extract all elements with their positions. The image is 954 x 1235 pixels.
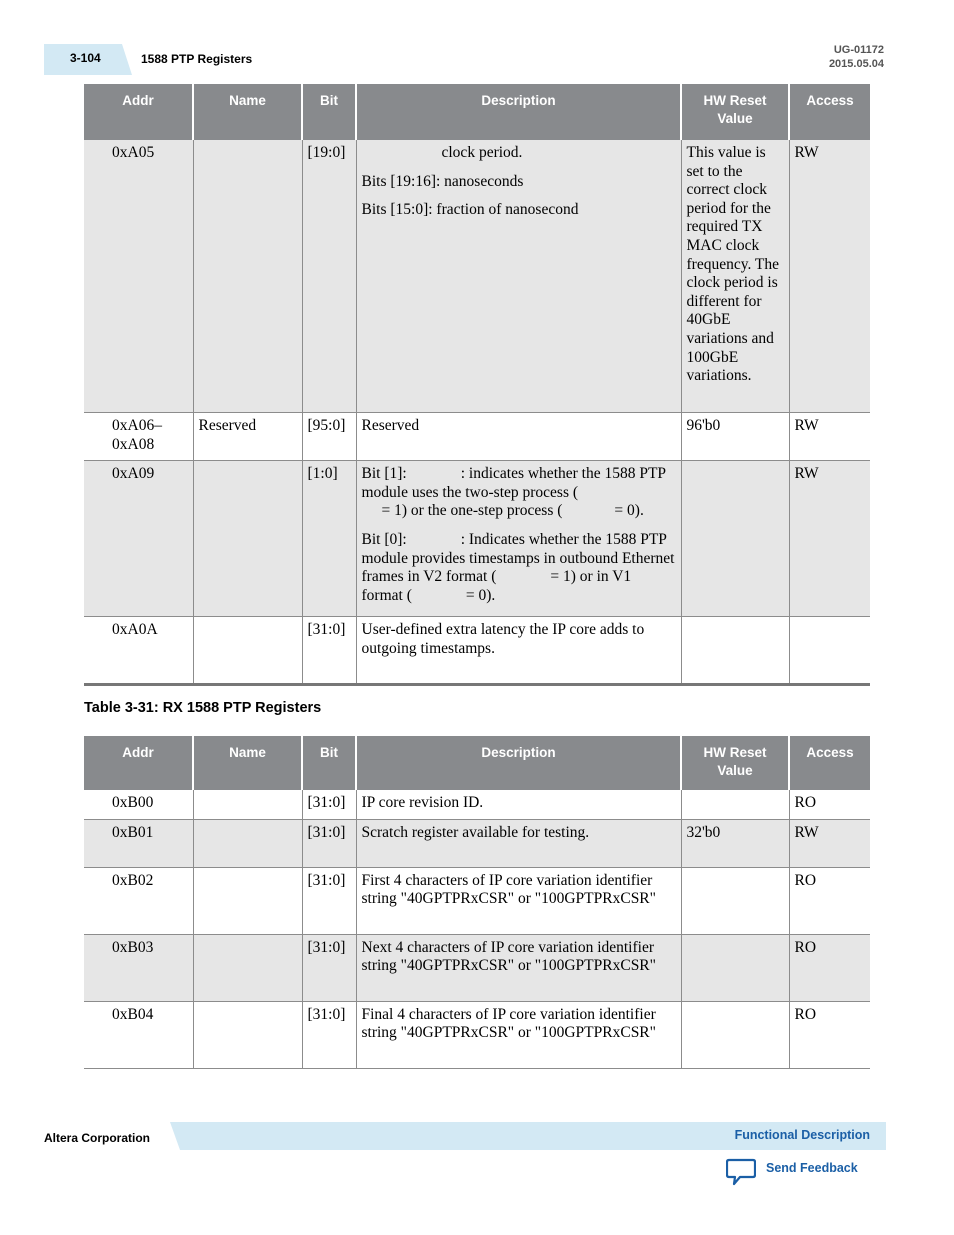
cell-addr: 0xA09 xyxy=(84,461,193,617)
cell-access: RO xyxy=(789,790,870,819)
cell-hw-reset xyxy=(681,790,789,819)
table-row xyxy=(84,819,870,867)
cell-name: Reserved xyxy=(193,413,302,461)
column-header-description: Description xyxy=(356,736,681,790)
cell-hw-reset xyxy=(681,617,789,685)
description-text: : Indicates whether the 1588 PTP module provides timestamps in outbound Ethernet frames in V2 format ( xyxy=(361,530,675,586)
description-text: Bit [0]: xyxy=(361,530,407,548)
cell-name xyxy=(193,461,302,617)
cell-name xyxy=(193,867,302,934)
description-text: Bit [1]: xyxy=(361,465,407,483)
column-header-addr: Addr xyxy=(84,84,193,140)
description-text: : indicates whether the 1588 PTP module uses the two-step process ( xyxy=(361,465,666,501)
cell-addr: 0xB01 xyxy=(84,819,193,867)
table-header-row xyxy=(84,84,870,140)
cell-access: RW xyxy=(789,140,870,413)
description-text: = 0). xyxy=(465,586,496,604)
cell-addr: 0xA05 xyxy=(84,140,193,413)
document-id xyxy=(829,43,884,71)
cell-bit: [19:0] xyxy=(302,140,356,413)
table-row xyxy=(84,617,870,685)
column-header-name: Name xyxy=(193,736,302,790)
cell-access: RW xyxy=(789,461,870,617)
cell-addr: 0xB04 xyxy=(84,1001,193,1068)
cell-bit: [31:0] xyxy=(302,1001,356,1068)
footer-company: Altera Corporation xyxy=(44,1131,151,1145)
column-header-description: Description xyxy=(356,84,681,140)
description-line: Bits [15:0]: fraction of nanosecond xyxy=(361,201,579,219)
footer-section-link[interactable]: Functional Description xyxy=(734,1128,870,1142)
speech-bubble-icon xyxy=(726,1158,756,1191)
cell-addr: 0xB02 xyxy=(84,867,193,934)
column-header-addr: Addr xyxy=(84,736,193,790)
cell-access: RW xyxy=(789,819,870,867)
send-feedback-label: Send Feedback xyxy=(766,1161,858,1175)
cell-addr: 0xA06–0xA08 xyxy=(84,413,193,461)
column-header-access: Access xyxy=(789,84,870,140)
cell-hw-reset xyxy=(681,461,789,617)
cell-access xyxy=(789,617,870,685)
cell-name xyxy=(193,617,302,685)
cell-bit: [95:0] xyxy=(302,413,356,461)
description-line: clock period. xyxy=(441,144,523,161)
table-row xyxy=(84,1001,870,1068)
table-row xyxy=(84,790,870,819)
cell-addr: 0xB03 xyxy=(84,934,193,1001)
cell-description: User-defined extra latency the IP core adds to outgoing timestamps. xyxy=(356,617,681,685)
table-row xyxy=(84,140,870,413)
tx-ptp-register-table xyxy=(84,84,870,686)
cell-addr: 0xA0A xyxy=(84,617,193,685)
cell-name xyxy=(193,140,302,413)
table-header-row xyxy=(84,736,870,790)
table-row xyxy=(84,461,870,617)
cell-description: Final 4 characters of IP core variation identifier string "40GPTPRxCSR" or "100GPTPRxCSR" xyxy=(356,1001,681,1068)
cell-hw-reset: 96'b0 xyxy=(681,413,789,461)
rx-ptp-register-table xyxy=(84,736,870,1069)
cell-addr: 0xB00 xyxy=(84,790,193,819)
cell-description: Reserved xyxy=(356,413,681,461)
description-text: = 1) or the one-step process ( xyxy=(381,502,563,520)
running-title: 1588 PTP Registers xyxy=(141,52,253,66)
cell-description: IP core revision ID. xyxy=(356,790,681,819)
cell-hw-reset xyxy=(681,934,789,1001)
document-number: UG-01172 xyxy=(833,44,884,56)
column-header-name: Name xyxy=(193,84,302,140)
cell-description: Scratch register available for testing. xyxy=(356,819,681,867)
cell-bit: [31:0] xyxy=(302,617,356,685)
description-paragraph xyxy=(362,465,676,521)
cell-name xyxy=(193,790,302,819)
cell-access: RO xyxy=(789,1001,870,1068)
cell-name xyxy=(193,819,302,867)
cell-bit: [31:0] xyxy=(302,867,356,934)
cell-description: First 4 characters of IP core variation identifier string "40GPTPRxCSR" or "100GPTPRxCSR" xyxy=(356,867,681,934)
cell-access: RO xyxy=(789,867,870,934)
table-row xyxy=(84,934,870,1001)
column-header-bit: Bit xyxy=(302,736,356,790)
description-line: Bits [19:16]: nanoseconds xyxy=(361,172,524,190)
table-caption: Table 3-31: RX 1588 PTP Registers xyxy=(84,700,322,716)
cell-description xyxy=(356,461,681,617)
table-row xyxy=(84,413,870,461)
description-paragraph xyxy=(362,531,676,605)
cell-access: RO xyxy=(789,934,870,1001)
description-text: = 0). xyxy=(614,502,644,520)
description-text: = 1) or in V1 format ( xyxy=(361,568,632,604)
column-header-hw-reset: HW Reset Value xyxy=(681,84,789,140)
cell-bit: [31:0] xyxy=(302,819,356,867)
cell-bit: [31:0] xyxy=(302,934,356,1001)
cell-name xyxy=(193,934,302,1001)
cell-description: Next 4 characters of IP core variation identifier string "40GPTPRxCSR" or "100GPTPRxCSR" xyxy=(356,934,681,1001)
cell-bit: [31:0] xyxy=(302,790,356,819)
column-header-bit: Bit xyxy=(302,84,356,140)
column-header-hw-reset: HW Reset Value xyxy=(681,736,789,790)
cell-name xyxy=(193,1001,302,1068)
cell-bit: [1:0] xyxy=(302,461,356,617)
cell-hw-reset: 32'b0 xyxy=(681,819,789,867)
cell-hw-reset xyxy=(681,867,789,934)
send-feedback-link[interactable] xyxy=(726,1158,858,1186)
document-date: 2015.05.04 xyxy=(828,58,884,70)
table-row xyxy=(84,867,870,934)
cell-hw-reset: This value is set to the correct clock period for the required TX MAC clock frequency. The clock period is different for 40GbE variations and 100GbE variations. xyxy=(681,140,789,413)
page-number: 3-104 xyxy=(70,51,101,65)
cell-description xyxy=(356,140,681,413)
cell-hw-reset xyxy=(681,1001,789,1068)
cell-access: RW xyxy=(789,413,870,461)
column-header-access: Access xyxy=(789,736,870,790)
